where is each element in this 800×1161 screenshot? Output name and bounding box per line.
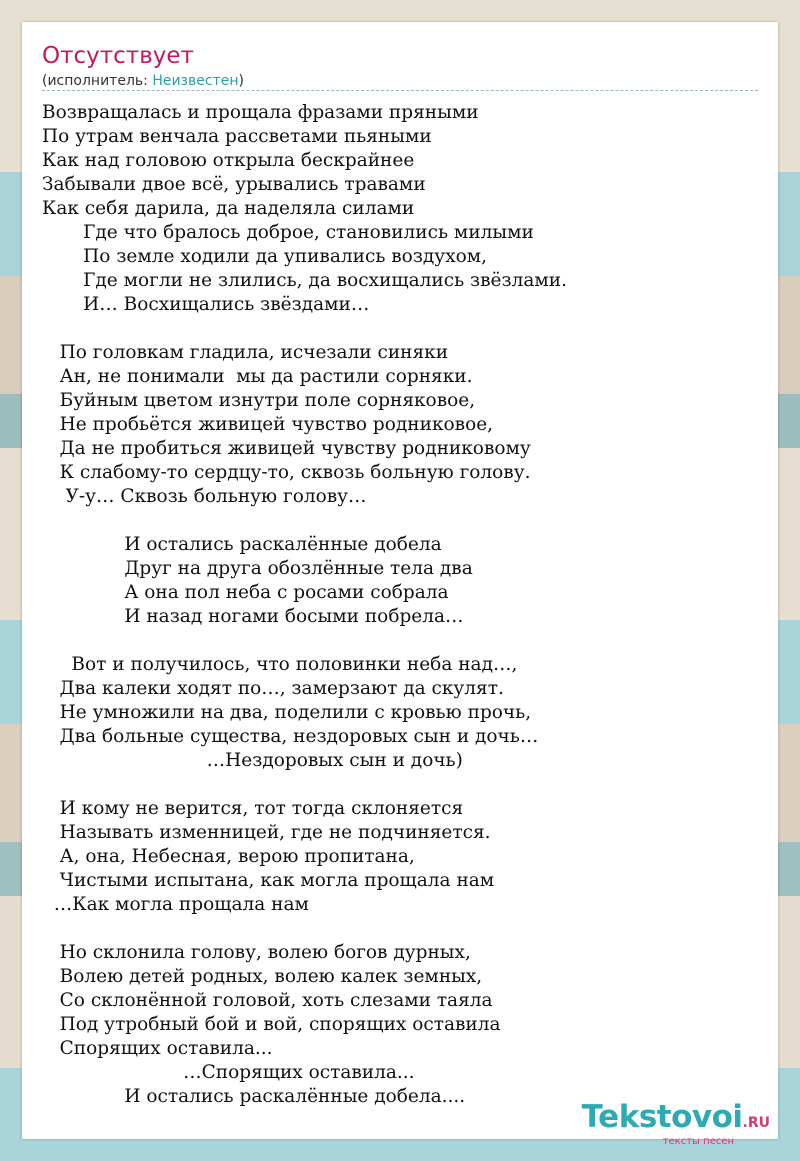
lyric-line: …Спорящих оставила... (42, 1062, 415, 1083)
artist-link[interactable]: Неизвестен (152, 73, 239, 89)
lyrics-text (42, 101, 772, 1109)
lyric-line: Два больные существа, нездоровых сын и дочь… (42, 726, 539, 747)
lyric-line: Чистыми испытана, как могла прощала нам (42, 870, 495, 891)
lyric-line: Как себя дарила, да наделяла силами (42, 198, 415, 219)
lyric-line: Где могли не злились, да восхищались звёзлами. (42, 270, 567, 291)
lyric-line: И назад ногами босыми побрела… (42, 606, 464, 627)
lyric-line: Да не пробиться живицей чувству родниковому (42, 438, 531, 459)
lyric-line: А, она, Небесная, верою пропитана, (42, 846, 415, 867)
stanza-break (42, 629, 772, 653)
lyric-line: У-у… Сквозь больную голову… (42, 486, 367, 507)
artist-line (42, 72, 244, 90)
lyric-line: И… Восхищались звёздами… (42, 294, 370, 315)
song-title: Отсутствует (42, 43, 194, 69)
lyric-line: Но склонила голову, волею богов дурных, (42, 942, 471, 963)
lyric-line: Не пробьётся живицей чувство родниковое, (42, 414, 494, 435)
lyric-line: Буйным цветом изнутри поле сорняковое, (42, 390, 476, 411)
stanza-break (42, 509, 772, 533)
lyric-line: И кому не верится, тот тогда склоняется (42, 798, 464, 819)
lyric-line: По головкам гладила, исчезали синяки (42, 342, 449, 363)
lyric-line: К слабому-то сердцу-то, сквозь больную голову. (42, 462, 531, 483)
lyric-line: Волею детей родных, волею калек земных, (42, 966, 483, 987)
artist-suffix: ) (238, 73, 244, 89)
lyric-line: Возвращалась и прощала фразами пряными (42, 102, 479, 123)
logo-tagline: тексты песен (662, 1136, 734, 1147)
lyric-line: И остались раскалённые добела (42, 534, 442, 555)
lyric-line: Спорящих оставила... (42, 1038, 273, 1059)
lyric-line: Не умножили на два, поделили с кровью прочь, (42, 702, 532, 723)
artist-prefix: (исполнитель: (42, 73, 153, 89)
stanza-break (42, 917, 772, 941)
logo-main-text: Tekstovoi (581, 1099, 743, 1135)
lyric-line: Забывали двое всё, урывались травами (42, 174, 426, 195)
lyric-line: А она пол неба с росами собрала (42, 582, 449, 603)
logo-wordmark (582, 1101, 770, 1139)
lyrics-card (22, 22, 778, 1139)
stanza-break (42, 317, 772, 341)
lyric-line: Со склонённой головой, хоть слезами таяла (42, 990, 493, 1011)
title-divider (42, 90, 758, 91)
stanza-break (42, 773, 772, 797)
lyric-line: Два калеки ходят по…, замерзают да скулят. (42, 678, 504, 699)
lyric-line: Ан, не понимали мы да растили сорняки. (42, 366, 473, 387)
logo-tld: .RU (742, 1115, 770, 1131)
lyric-line: Называть изменницей, где не подчиняется. (42, 822, 491, 843)
lyric-line: И остались раскалённые добела.... (42, 1086, 466, 1107)
lyric-line: По земле ходили да упивались воздухом, (42, 246, 488, 267)
site-logo[interactable] (581, 1099, 770, 1147)
lyric-line: Под утробный бой и вой, спорящих оставила (42, 1014, 501, 1035)
lyric-line: …Как могла прощала нам (42, 894, 309, 915)
lyric-line: …Нездоровых сын и дочь) (42, 750, 463, 771)
lyric-line: По утрам венчала рассветами пьяными (42, 126, 432, 147)
lyric-line: Как над головою открыла бескрайнее (42, 150, 415, 171)
lyric-line: Друг на друга обозлённые тела два (42, 558, 473, 579)
lyric-line: Где что бралось доброе, становились милыми (42, 222, 534, 243)
lyric-line: Вот и получилось, что половинки неба над…, (42, 654, 518, 675)
